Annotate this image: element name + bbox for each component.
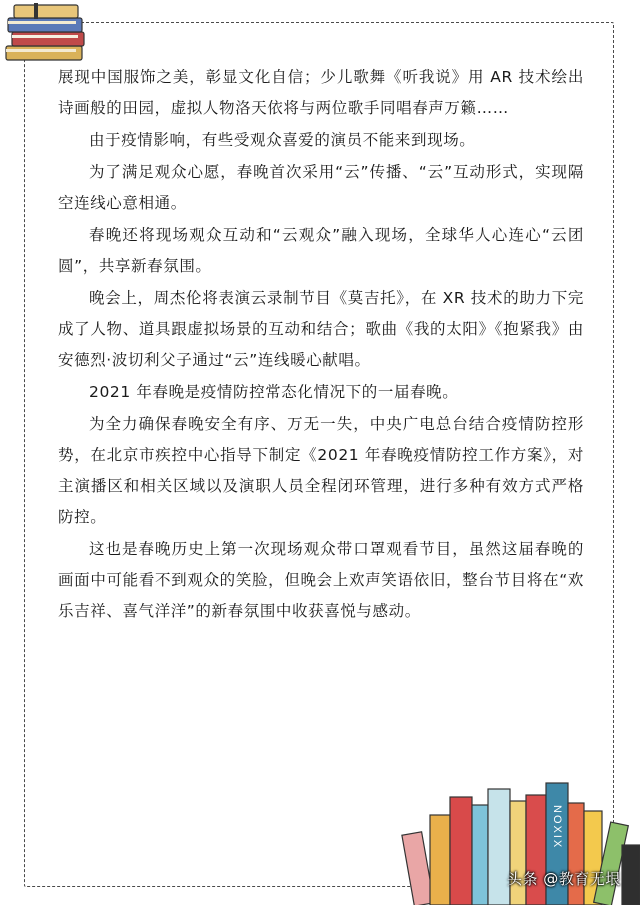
book-spine-label: NOXIX [551, 805, 563, 850]
paragraph: 展现中国服饰之美，彰显文化自信；少儿歌舞《听我说》用 AR 技术绘出诗画般的田园，虚拟人物洛天依将与两位歌手同唱春声万籁…… [58, 68, 584, 117]
paragraph: 2021 年春晚是疫情防控常态化情况下的一届春晚。 [89, 383, 459, 401]
paragraph: 这也是春晚历史上第一次现场观众带口罩观看节目，虽然这届春晚的画面中可能看不到观众的笑脸，但晚会上欢声笑语依旧，整台节目将在“欢乐吉祥、喜气洋洋”的新春氛围中收获喜悦与感动。 [58, 540, 584, 620]
watermark: 头条 @教育无垠 [507, 870, 621, 888]
paragraph: 为了满足观众心愿，春晚首次采用“云”传播、“云”互动形式，实现隔空连线心意相通。 [58, 163, 584, 212]
article-body [58, 62, 584, 628]
stacked-books-icon [0, 0, 100, 70]
paragraph: 为全力确保春晚安全有序、万无一失，中央广电总台结合疫情防控形势，在北京市疾控中心指导下制定《2021 年春晚疫情防控工作方案》，对主演播区和相关区域以及演职人员全程闭环管理，进行多种有效方式严格防控。 [58, 415, 584, 526]
paragraph: 晚会上，周杰伦将表演云录制节目《莫吉托》，在 XR 技术的助力下完成了人物、道具跟虚拟场景的互动和结合；歌曲《我的太阳》《抱紧我》由安德烈·波切利父子通过“云”连线暖心献唱。 [58, 289, 584, 369]
paragraph: 由于疫情影响，有些受观众喜爱的演员不能来到现场。 [89, 131, 476, 149]
paragraph: 春晚还将现场观众互动和“云观众”融入现场，全球华人心连心“云团圆”，共享新春氛围。 [58, 226, 584, 275]
